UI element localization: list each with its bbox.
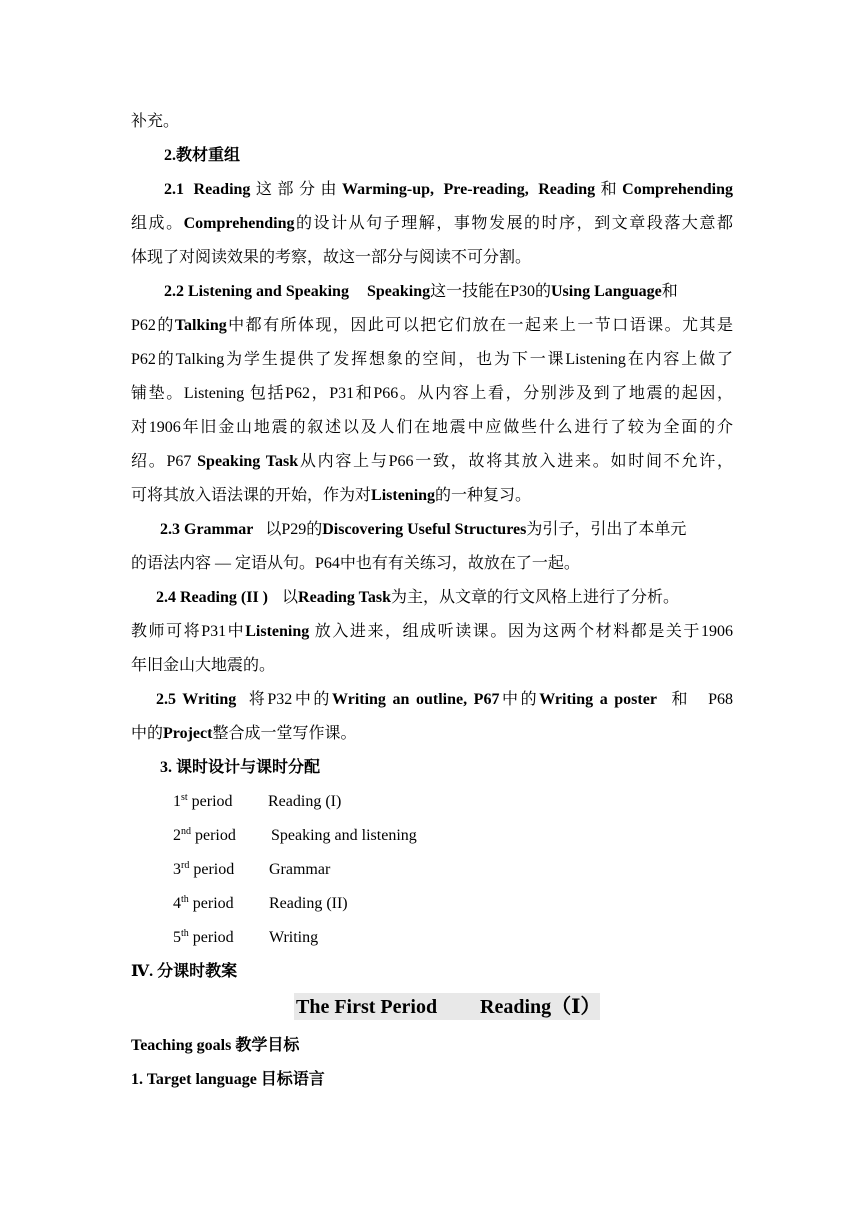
text: 从内容上与P66一致，故将其放入进来。如时间不允许， (298, 453, 733, 470)
text: Speaking Task (197, 453, 299, 470)
text: 的设计从句子理解，事物发展的时序，到文章段落大意都 (294, 215, 733, 232)
paragraph-line (131, 724, 356, 744)
text: Discovering Useful Structures (322, 521, 527, 538)
text: 1 (173, 793, 181, 810)
paragraph-line: 铺垫。Listening 包括P62，P31和P66。从内容上看，分别涉及到了地震的起因， (131, 385, 733, 402)
paragraph-line: 体现了对阅读效果的考察，故这一部分与阅读不可分割。 (131, 249, 532, 266)
text: period (187, 793, 233, 810)
period-topic: Reading (I) (268, 793, 342, 810)
paragraph-line (156, 588, 679, 608)
text: 为主，从文章的行文风格上进行了分析。 (390, 589, 679, 606)
text: nd (181, 826, 191, 837)
section-heading: Ⅳ. 分课时教案 (131, 963, 238, 980)
text: rd (181, 860, 190, 871)
paragraph-line (156, 690, 733, 710)
period-topic: Speaking and listening (271, 827, 417, 844)
period-topic: Reading (II) (269, 895, 348, 912)
text: period (188, 929, 234, 946)
subheading: 2.4 Reading (II ) (156, 589, 269, 606)
text: 和 (668, 691, 691, 708)
subheading: 2.2 Listening and Speaking (164, 283, 349, 300)
text: Using Language (551, 283, 662, 300)
paragraph-line (131, 486, 531, 506)
period-row (173, 894, 348, 914)
text: 和 (661, 283, 678, 300)
text: Reading Task (298, 589, 391, 606)
text: Comprehending (183, 215, 295, 232)
text: th (181, 928, 189, 939)
period-topic: Grammar (269, 861, 331, 878)
period-row (173, 860, 330, 880)
paragraph-line (131, 316, 733, 336)
subheading: 2.3 Grammar (160, 521, 254, 538)
subsection-heading: Teaching goals 教学目标 (131, 1037, 300, 1054)
text-line: 补充。 (131, 113, 180, 130)
paragraph-line (131, 214, 733, 234)
text: 可将其放入语法课的开始，作为对 (131, 487, 372, 504)
paragraph-line: 年旧金山大地震的。 (131, 657, 276, 674)
subsection-heading: 1. Target language 目标语言 (131, 1071, 325, 1088)
text: 4 (173, 895, 181, 912)
text: Writing an outline, P67 (332, 691, 500, 708)
text: Comprehending (622, 181, 733, 198)
text: 和 (595, 181, 623, 198)
text: P68 (708, 691, 733, 708)
period-row (173, 928, 318, 948)
text: Writing a poster (539, 691, 657, 708)
text: Listening (245, 623, 310, 640)
text: 整合成一堂写作课。 (212, 725, 357, 742)
paragraph-line (164, 282, 678, 302)
text: st (181, 792, 188, 803)
period-row (173, 826, 417, 846)
text: period (189, 861, 235, 878)
text: Listening (371, 487, 436, 504)
period-row (173, 792, 341, 812)
text: 放入进来，组成听读课。因为这两个材料都是关于1906 (309, 623, 733, 640)
subheading: 2.1 Reading (164, 181, 251, 198)
section-heading: 3. 课时设计与课时分配 (160, 759, 321, 776)
text: P62的 (131, 317, 175, 334)
text: Warming-up, Pre-reading, Reading (342, 181, 596, 198)
text: 绍。P67 (131, 453, 198, 470)
text: 的一种复习。 (435, 487, 532, 504)
text: period (188, 895, 234, 912)
text: Speaking (366, 283, 431, 300)
text: 组成。 (131, 215, 184, 232)
paragraph-line (131, 622, 733, 642)
period-topic: Writing (269, 929, 319, 946)
text: 为引子，引出了本单元 (526, 521, 687, 538)
section-heading: 2.教材重组 (164, 147, 241, 164)
text: 这一技能在P30的 (430, 283, 551, 300)
text: Talking (174, 317, 227, 334)
text: 中都有所体现，因此可以把它们放在一起来上一节口语课。尤其是 (226, 317, 733, 334)
text: 2 (173, 827, 181, 844)
paragraph-line: 的语法内容 — 定语从句。P64中也有有关练习，故放在了一起。 (131, 555, 580, 572)
text: 中的 (499, 691, 540, 708)
text: Project (163, 725, 213, 742)
lesson-title (294, 993, 600, 1020)
text: 以 (282, 589, 299, 606)
text: 3 (173, 861, 181, 878)
paragraph-line: P62的Talking为学生提供了发挥想象的空间，也为下一课Listening在内容上做了 (131, 351, 733, 368)
text: 这部分由 (250, 181, 342, 198)
text: 教师可将P31中 (131, 623, 246, 640)
paragraph-line (160, 520, 686, 540)
lesson-title-topic: Reading（Ⅰ） (480, 996, 601, 1018)
subheading: 2.5 Writing (156, 691, 237, 708)
paragraph-line (164, 180, 733, 200)
text: 将P32中的 (246, 691, 332, 708)
lesson-title-text: The First Period (296, 996, 438, 1018)
paragraph-line: 对1906年旧金山地震的叙述以及人们在地震中应做些什么进行了较为全面的介 (131, 419, 733, 436)
text: 以P29的 (265, 521, 323, 538)
text: 中的 (131, 725, 164, 742)
text: period (191, 827, 236, 844)
text: th (181, 894, 189, 905)
paragraph-line (131, 452, 733, 472)
text: 5 (173, 929, 181, 946)
